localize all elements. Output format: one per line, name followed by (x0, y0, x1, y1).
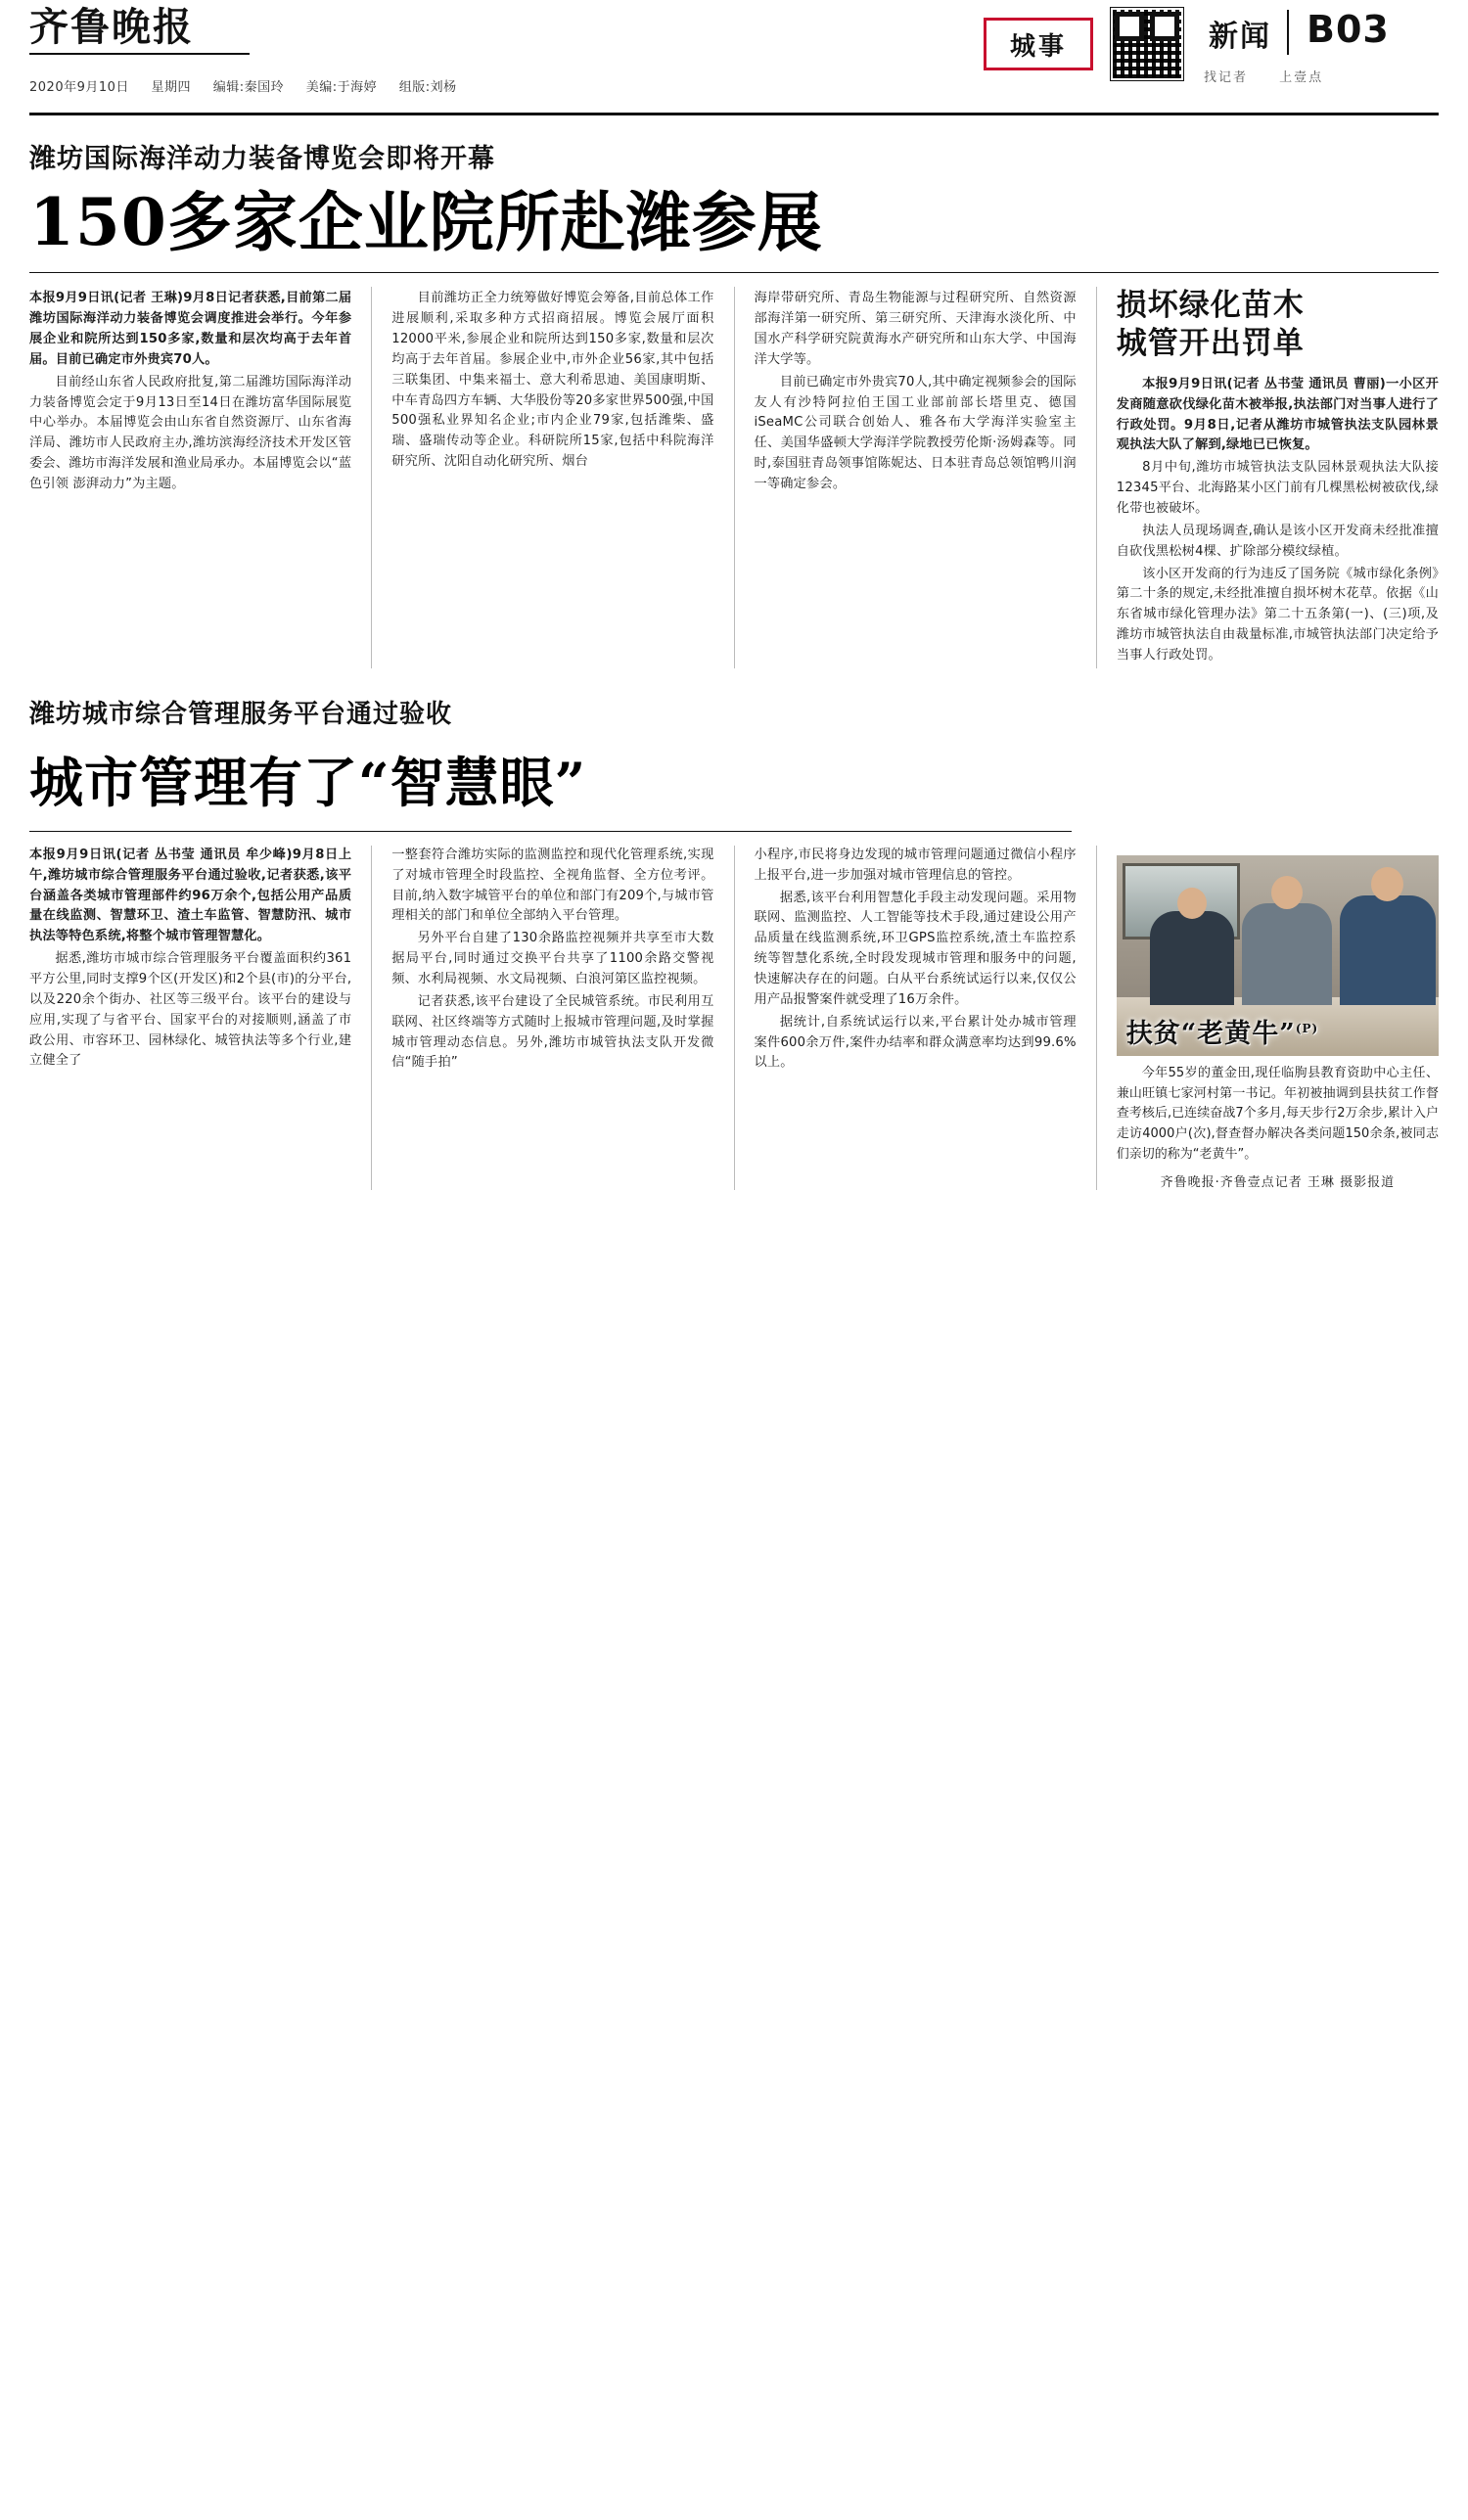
dateline: 本报9月9日讯(记者 王琳)9月8日记者获悉,目前第二届潍坊国际海洋动力装备博览会调度推进会举行。今年参展企业和院所达到150多家,数量和层次均高于去年首届。目前已确定市外贵宾70人。 (29, 291, 352, 367)
section-tag (984, 18, 1093, 70)
issue-weekday: 星期四 (151, 80, 192, 95)
second-column-3 (755, 846, 1077, 1190)
second-story-header (29, 694, 1439, 832)
logo-rule (29, 53, 250, 55)
column-rule (734, 287, 735, 668)
paragraph: 据悉,该平台利用智慧化手段主动发现问题。采用物联网、监测监控、人工智能等技术手段,通过建设公用产品质量在线监测系统,环卫GPS监控系统,渣土车监控系统等智慧化系统,全时段发现城市管理和服务中的问题,快速解决存在的问题。白从平台系统试运行以来,仅仅公用产品报警案件就受理了16万余件。 (754, 890, 1077, 1007)
paragraph: 目前潍坊正全力统筹做好博览会筹备,目前总体工作进展顺利,采取多种方式招商招展。博览会展厅面积12000平米,参展企业和院所达到150多家,数量和层次均高于去年首届。参展企业中,市外企业56家,其中包括三联集团、中集来福士、意大利希思迪、美国康明斯、中车青岛四方车辆、大华股份等20多家世界500强,中国500强私业界知名企业;市内企业79家,包括潍柴、盛瑞、盛瑞传动等企业。科研院所15家,包括中科院海洋研究所、沈阳自动化研究所、烟台 (391, 291, 714, 470)
second-story-body (29, 846, 1439, 1190)
paragraph: 海岸带研究所、青岛生物能源与过程研究所、自然资源部海洋第一研究所、第三研究所、天津海水淡化所、中国水产科学研究院黄海水产研究所和山东大学、中国海洋大学等。 (754, 291, 1077, 367)
issue-info (29, 76, 475, 95)
paragraph: 另外平台自建了130余路监控视频并共享至市大数据局平台,同时通过交换平台共享了1100余路交警视频、水利局视频、水文局视频、白浪河第区监控视频。 (391, 931, 714, 986)
column-rule (1096, 287, 1097, 668)
paragraph (29, 289, 351, 370)
paragraph (1117, 375, 1439, 456)
editor-credit: 编辑:秦国玲 (212, 80, 285, 95)
paragraph: 据悉,潍坊市城市综合管理服务平台覆盖面积约361平方公里,同时支撑9个区(开发区)和2个县(市)的分平台,以及220余个街办、社区等三级平台。该平台的建设与应用,实现了与省平台、国家平台的对接顺则,涵盖了市政公用、市容环卫、园林绿化、城管执法等多个行业,建立健全了 (29, 951, 352, 1069)
second-column-2 (391, 846, 713, 1190)
photo-person-head (1371, 867, 1403, 901)
lead-column-2 (391, 287, 713, 668)
paragraph: 目前已确定市外贵宾70人,其中确定视频参会的国际友人有沙特阿拉伯王国工业部前部长塔里克、德国iSeaMC公司联合创始人、雅各布大学海洋实验室主任、美国华盛顿大学海洋学院教授劳伦斯·汤姆森等。同时,泰国驻青岛领事馆陈妮达、日本驻青岛总领馆鸭川润一等确定参会。 (754, 374, 1077, 492)
lead-rule (29, 272, 1439, 273)
paragraph: 执法人员现场调查,确认是该小区开发商未经批准擅自砍伐黑松树4棵、扩除部分模纹绿植。 (1116, 523, 1439, 559)
column-rule (371, 287, 372, 668)
masthead-subline (1204, 67, 1349, 85)
photo-overlay-text: 扶贫“老黄牛” (1125, 1018, 1296, 1049)
feature-photo (1117, 855, 1439, 1056)
news-label: 新闻 (1209, 20, 1271, 54)
yidian-label: 上壹点 (1279, 70, 1324, 85)
lead-headline: 150多家企业院所赴潍参展 (29, 184, 823, 260)
second-headline: 城市管理有了“智慧眼” (29, 750, 587, 814)
paragraph: 小程序,市民将身边发现的城市管理问题通过微信小程序上报平台,进一步加强对城市管理信息的管控。 (754, 847, 1077, 883)
photo-person (1150, 911, 1234, 1005)
second-rule (29, 831, 1072, 832)
paragraph: 目前经山东省人民政府批复,第二届潍坊国际海洋动力装备博览会定于9月13日至14日在潍坊富华国际展览中心举办。本届博览会由山东省自然资源厅、山东省海洋局、潍坊市人民政府主办,潍坊滨海经济技术开发区管委会、潍坊市海洋发展和渔业局承办。本届博览会以“蓝色引领 澎湃动力”为主题。 (29, 374, 352, 492)
column-rule (371, 846, 372, 1190)
photo-person-head (1271, 876, 1303, 909)
photo-overlay-title (1126, 1012, 1318, 1050)
masthead (29, 0, 1439, 115)
lead-column-3 (755, 287, 1077, 668)
photo-person-head (1177, 888, 1207, 919)
logo-text: 齐鲁晚报 (29, 4, 194, 50)
column-rule (1096, 846, 1097, 1190)
find-reporter-label: 找记者 (1204, 70, 1249, 85)
masthead-divider (1287, 10, 1289, 55)
photo-person (1340, 895, 1436, 1005)
photo-feature (1117, 846, 1439, 1190)
dateline: 本报9月9日讯(记者 丛书莹 通讯员 曹丽)一小区开发商随意砍伐绿化苗木被举报,执法部门对当事人进行了行政处罚。9月8日,记者从潍坊市城管执法支队园林景观执法大队了解到,绿地已已恢复。 (1116, 376, 1439, 453)
issue-date: 2020年9月10日 (29, 80, 129, 95)
photo-overlay-sup: (P) (1295, 1021, 1319, 1035)
sidebar-body (1117, 373, 1439, 666)
photo-caption: 今年55岁的董金田,现任临朐县教育资助中心主任、兼山旺镇七家河村第一书记。年初被抽调到县扶贫工作督查考核后,已连续奋战7个多月,每天步行2万余步,累计入户走访4000户(次),督查督办解决各类问题150余条,被同志们亲切的称为“老黄牛”。 (1116, 1065, 1439, 1163)
second-column-1 (29, 846, 351, 1190)
lead-kicker: 潍坊国际海洋动力装备博览会即将开幕 (29, 144, 495, 174)
paragraph: 记者获悉,该平台建设了全民城管系统。市民利用互联网、社区终端等方式随时上报城市管理问题,及时掌握城市管理动态信息。另外,潍坊市城管执法支队开发微信“随手拍” (391, 993, 714, 1071)
lead-column-1 (29, 287, 351, 668)
second-kicker: 潍坊城市综合管理服务平台通过验收 (29, 699, 453, 729)
photo-person (1242, 903, 1332, 1005)
sidebar-headline-line1: 损坏绿化苗木 (1116, 288, 1305, 324)
paragraph: 8月中旬,潍坊市城管执法支队园林景观执法大队接12345平台、北海路某小区门前有几棵黑松树被砍伐,绿化带也被破坏。 (1116, 460, 1439, 516)
newspaper-logo (29, 6, 254, 55)
sidebar-headline-line2: 城管开出罚单 (1116, 326, 1305, 362)
paragraph (29, 846, 351, 947)
paragraph: 一整套符合潍坊实际的监测监控和现代化管理系统,实现了对城市管理全时段监控、全视角监督、全方位考评。目前,纳入数字城管平台的单位和部门有209个,与城市管理相关的部门和单位全部纳入平台管理。 (391, 847, 714, 924)
page-number: B03 (1307, 8, 1390, 51)
layout-editor-credit: 组版:刘杨 (398, 80, 457, 95)
dateline: 本报9月9日讯(记者 丛书莹 通讯员 牟少峰)9月8日上午,潍坊城市综合管理服务平台通过验收,记者获悉,该平台涵盖各类城市管理部件约96万余个,包括公用产品质量在线监测、智慧环卫、渣土车监管、智慧防汛、城市执法等特色系统,将整个城市管理智慧化。 (29, 847, 352, 944)
lead-story-body (29, 287, 1439, 668)
column-rule (734, 846, 735, 1190)
qr-code-icon[interactable] (1111, 8, 1183, 80)
lead-story-header (29, 137, 1439, 273)
sidebar-headline (1117, 287, 1439, 363)
art-editor-credit: 美编:于海婷 (305, 80, 378, 95)
paragraph: 该小区开发商的行为违反了国务院《城市绿化条例》第二十条的规定,未经批准擅自损坏树木花草。依据《山东省城市绿化管理办法》第二十五条第(一)、(三)项,及潍坊市城管执法自由裁量标准,市城管执法部门决定给予当事人行政处罚。 (1116, 566, 1439, 663)
paragraph: 据统计,自系统试运行以来,平台累计处办城市管理案件600余万件,案件办结率和群众满意率均达到99.6%以上。 (754, 1014, 1077, 1071)
section-tag-label: 城事 (1009, 31, 1067, 62)
sidebar-story (1117, 287, 1439, 668)
photo-credit: 齐鲁晚报·齐鲁壹点记者 王琳 摄影报道 (1160, 1174, 1396, 1190)
